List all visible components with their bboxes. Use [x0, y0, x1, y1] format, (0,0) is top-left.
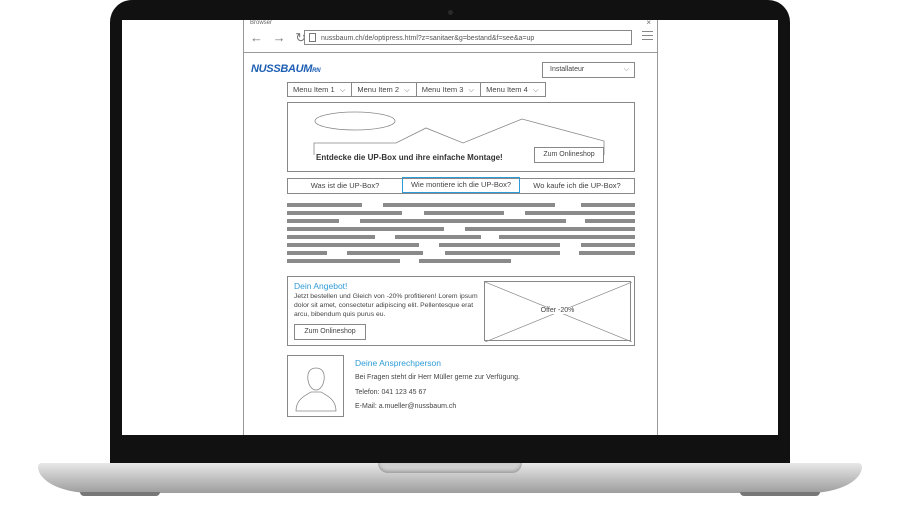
person-icon [288, 356, 345, 418]
toolbar-divider [244, 52, 657, 53]
tab-how-to-mount[interactable]: Wie montiere ich die UP-Box? [402, 177, 520, 193]
chevron-down-icon: ⌵ [623, 66, 629, 73]
menu-item-1[interactable]: Menu Item 1 ⌵ [287, 82, 352, 97]
role-select-value: Installateur [550, 66, 585, 73]
main-menu [287, 82, 545, 97]
url-bar[interactable] [304, 30, 632, 45]
browser-title: Browser [250, 20, 273, 26]
contact-intro: Bei Fragen steht dir Herr Müller gerne zur Verfügung. [355, 374, 520, 381]
hero-banner [287, 102, 635, 172]
hero-title: Entdecke die UP-Box und ihre einfache Montage! [316, 153, 503, 162]
chevron-down-icon: ⌵ [404, 85, 410, 94]
tab-what-is[interactable]: Was ist die UP-Box? [310, 181, 380, 190]
laptop-screen [122, 20, 778, 435]
browser-nav-icons[interactable]: ← → ↻ [250, 30, 310, 45]
hero-shop-button[interactable]: Zum Onlineshop [534, 147, 604, 163]
tab-bar [287, 178, 635, 194]
contact-title: Deine Ansprechperson [355, 358, 442, 368]
laptop-foot-right [740, 492, 820, 496]
url-text: nussbaum.ch/de/optipress.html?z=sanitaer&g=bestand&f=see&a=up [321, 35, 535, 42]
chevron-down-icon: ⌵ [468, 85, 475, 94]
offer-text: Jetzt bestellen und Gleich von -20% profitieren! Lorem ipsum dolor sit amet, consectetur adipiscing elit. Pellentesque erat arcu, bibendum quis purus eu. [294, 293, 478, 318]
menu-item-3[interactable]: Menu Item 3 ⌵ [416, 82, 481, 97]
close-icon[interactable]: × [646, 20, 651, 27]
offer-image-label: Offer -20% [540, 307, 575, 314]
screen-bezel-bottom [122, 435, 778, 464]
chevron-down-icon: ⌵ [339, 85, 346, 94]
avatar [287, 355, 344, 417]
nussbaum-logo[interactable]: NUSSBAUMRN [251, 63, 321, 75]
chevron-down-icon: ⌵ [532, 85, 539, 94]
menu-item-2[interactable]: Menu Item 2 ⌵ [351, 82, 416, 97]
offer-image-placeholder [484, 281, 631, 341]
page-icon [309, 33, 316, 42]
contact-phone[interactable]: Telefon: 041 123 45 67 [355, 389, 427, 396]
offer-title: Dein Angebot! [294, 281, 348, 291]
role-select[interactable] [542, 62, 635, 78]
laptop-foot-left [80, 492, 160, 496]
tab-where-to-buy[interactable]: Wo kaufe ich die UP-Box? [533, 181, 621, 190]
hamburger-menu-icon[interactable] [642, 31, 653, 41]
contact-email[interactable]: E-Mail: a.mueller@nussbaum.ch [355, 403, 457, 410]
menu-item-4[interactable]: Menu Item 4 ⌵ [480, 82, 545, 97]
browser-window [243, 20, 658, 435]
laptop-opening-notch [378, 463, 522, 473]
offer-box [287, 276, 635, 346]
offer-shop-button[interactable]: Zum Onlineshop [294, 324, 366, 340]
camera-icon [448, 10, 453, 15]
